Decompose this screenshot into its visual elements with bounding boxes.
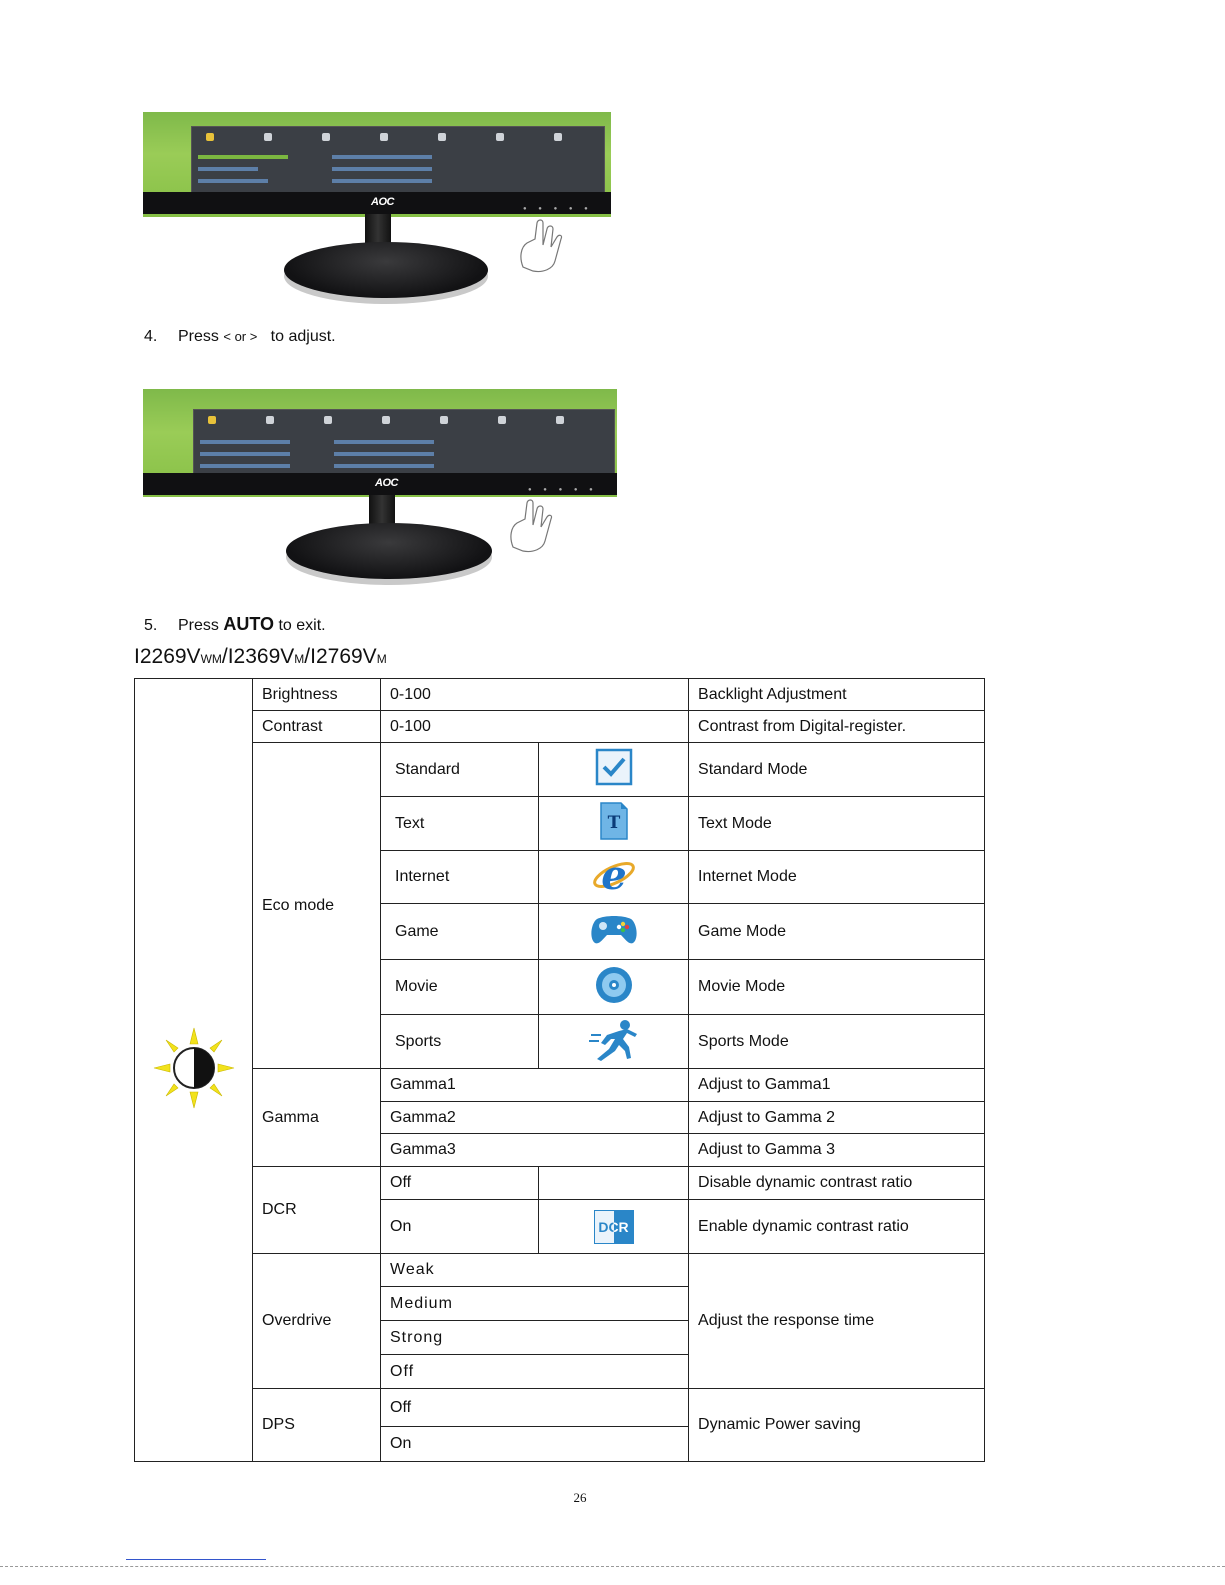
- brightness-label: Brightness: [253, 679, 381, 711]
- eco-mode-label: Eco mode: [253, 743, 381, 1069]
- eco-icon-cell: [539, 1015, 689, 1069]
- runner-icon: [589, 1017, 639, 1061]
- dps-option: On: [381, 1427, 689, 1462]
- dps-option: Off: [381, 1389, 689, 1427]
- eco-desc: Movie Mode: [689, 960, 985, 1015]
- eco-option: Standard: [381, 743, 539, 797]
- eco-icon-cell: [539, 960, 689, 1015]
- svg-text:e: e: [600, 852, 627, 897]
- dcr-icon: DCR: [594, 1210, 634, 1244]
- dcr-option: On: [381, 1200, 539, 1254]
- svg-text:T: T: [607, 813, 620, 833]
- dps-label: DPS: [253, 1389, 381, 1462]
- footer-link-rule: [126, 1559, 266, 1560]
- dcr-desc: Disable dynamic contrast ratio: [689, 1167, 985, 1200]
- ie-icon: [591, 853, 637, 897]
- overdrive-desc: Adjust the response time: [689, 1254, 985, 1389]
- footer-rule: [0, 1566, 1225, 1567]
- eco-desc: Standard Mode: [689, 743, 985, 797]
- dps-desc: Dynamic Power saving: [689, 1389, 985, 1462]
- gamma-option: Gamma1: [381, 1069, 689, 1102]
- gamma-desc: Adjust to Gamma 2: [689, 1102, 985, 1134]
- monitor-illustration-2: AOC ● ● ● ● ●: [143, 389, 619, 587]
- brightness-range: 0-100: [381, 679, 689, 711]
- overdrive-option: Off: [381, 1355, 689, 1389]
- overdrive-option: Weak: [381, 1254, 689, 1287]
- eco-desc: Sports Mode: [689, 1015, 985, 1069]
- eco-option: Game: [381, 904, 539, 960]
- eco-icon-cell: [539, 797, 689, 851]
- contrast-label: Contrast: [253, 711, 381, 743]
- step-4: 4. Press < or > to adjust.: [144, 328, 336, 345]
- eco-icon-cell: [539, 904, 689, 960]
- eco-desc: Internet Mode: [689, 851, 985, 904]
- eco-option: Sports: [381, 1015, 539, 1069]
- model-title: I2269VWM/I2369VM/I2769VM: [134, 645, 387, 668]
- eco-icon-cell: [539, 743, 689, 797]
- aoc-logo: AOC: [375, 477, 398, 489]
- luminance-settings-table: [134, 678, 985, 1462]
- eco-option: Internet: [381, 851, 539, 904]
- gamma-option: Gamma3: [381, 1134, 689, 1167]
- contrast-desc: Contrast from Digital-register.: [689, 711, 985, 743]
- page-number: 26: [573, 1490, 587, 1505]
- monitor-illustration-1: AOC ● ● ● ● ●: [143, 112, 613, 307]
- dcr-desc: Enable dynamic contrast ratio: [689, 1200, 985, 1254]
- step-5: 5. Press AUTO to exit.: [144, 614, 326, 634]
- checkbox-icon: [594, 748, 634, 786]
- hand-icon: [513, 217, 573, 277]
- gamma-desc: Adjust to Gamma 3: [689, 1134, 985, 1167]
- dcr-label: DCR: [253, 1167, 381, 1254]
- luminance-icon-cell: [135, 679, 253, 1462]
- eco-desc: Text Mode: [689, 797, 985, 851]
- osd-menu: [191, 126, 605, 202]
- contrast-range: 0-100: [381, 711, 689, 743]
- overdrive-option: Strong: [381, 1321, 689, 1355]
- gamma-option: Gamma2: [381, 1102, 689, 1134]
- dcr-icon-cell: [539, 1200, 689, 1254]
- hand-icon: [503, 497, 563, 557]
- gamepad-icon: [589, 911, 639, 947]
- brightness-desc: Backlight Adjustment: [689, 679, 985, 711]
- overdrive-label: Overdrive: [253, 1254, 381, 1389]
- eco-option: Movie: [381, 960, 539, 1015]
- disc-icon: [594, 965, 634, 1005]
- eco-option: Text: [381, 797, 539, 851]
- aoc-logo: AOC: [371, 196, 394, 208]
- text-doc-icon: [597, 801, 631, 841]
- dcr-option: Off: [381, 1167, 539, 1200]
- eco-desc: Game Mode: [689, 904, 985, 960]
- gamma-desc: Adjust to Gamma1: [689, 1069, 985, 1102]
- eco-icon-cell: [539, 851, 689, 904]
- overdrive-option: Medium: [381, 1287, 689, 1321]
- brightness-sun-icon: [152, 1026, 236, 1110]
- gamma-label: Gamma: [253, 1069, 381, 1167]
